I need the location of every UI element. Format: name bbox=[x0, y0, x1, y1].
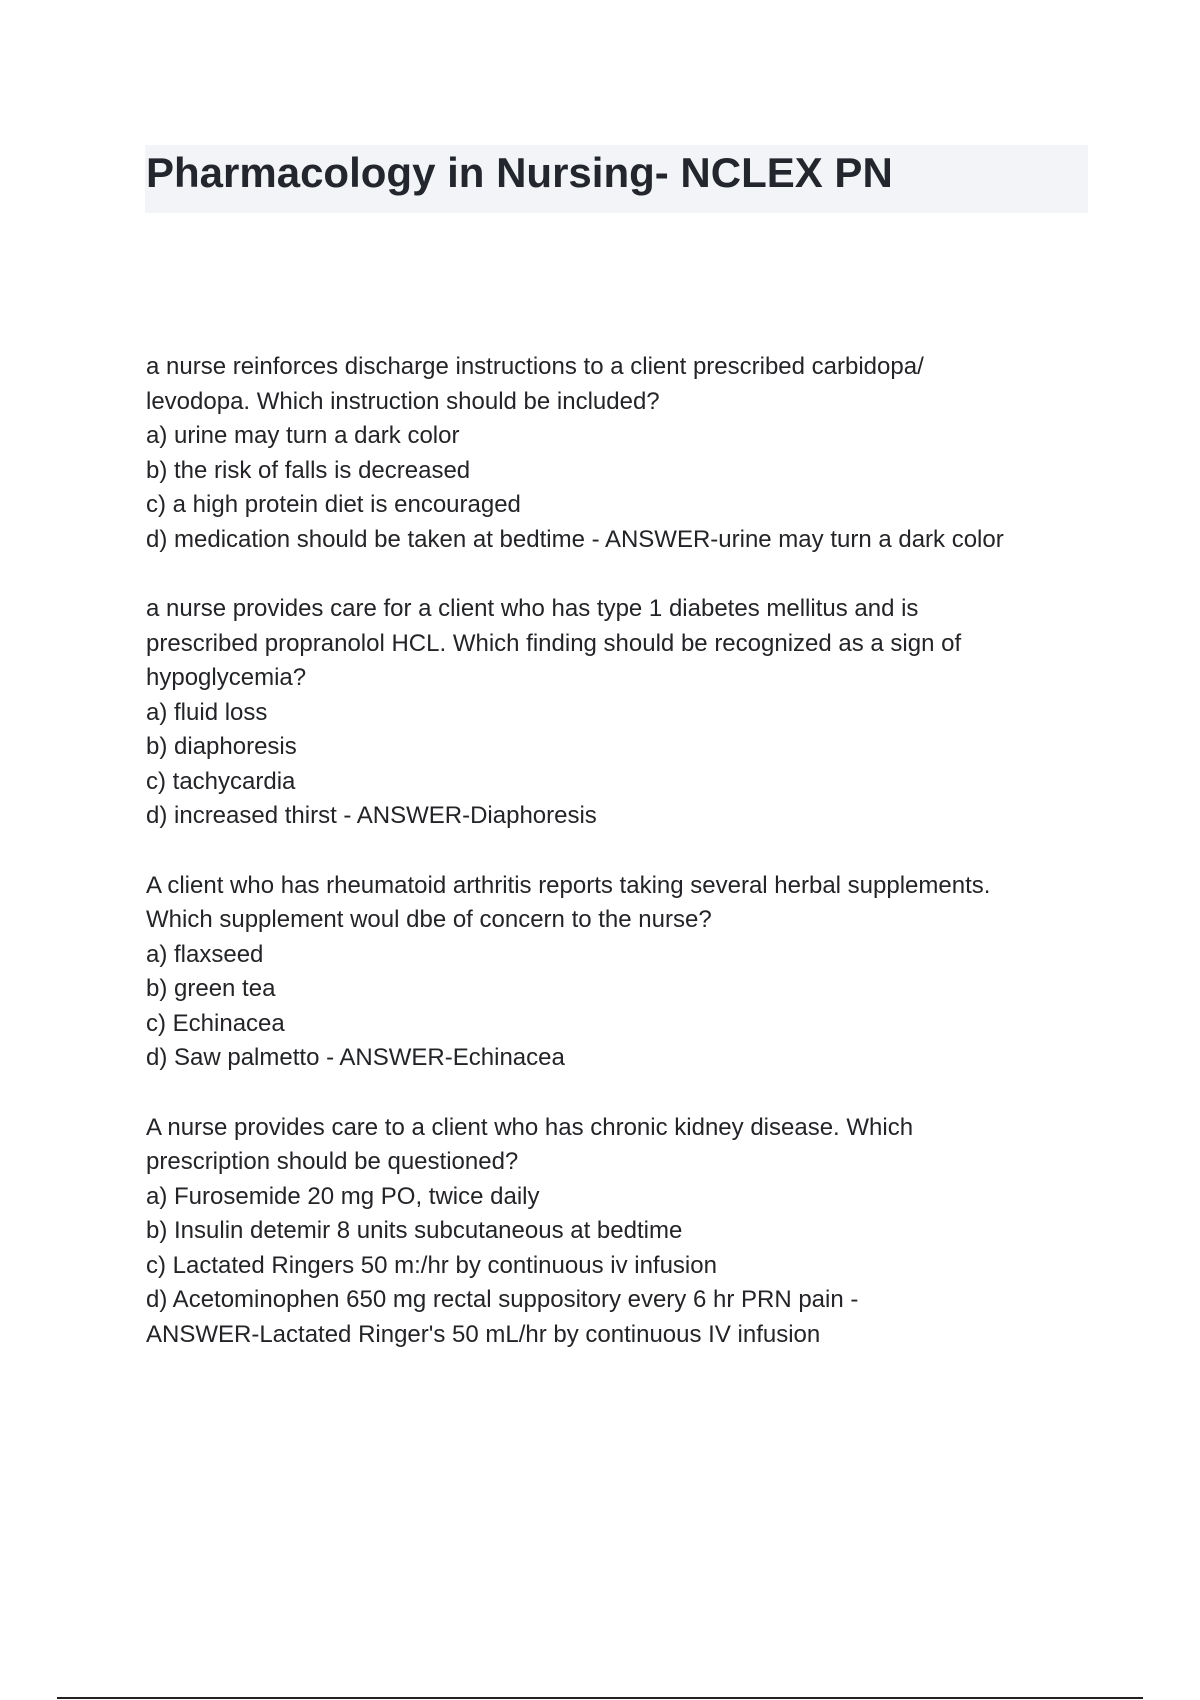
question-1-stem-line-2: levodopa. Which instruction should be included? bbox=[146, 387, 660, 415]
question-4-option-a: a) Furosemide 20 mg PO, twice daily bbox=[146, 1182, 540, 1210]
question-4-option-d: d) Acetominophen 650 mg rectal suppository every 6 hr PRN pain - bbox=[146, 1286, 859, 1313]
question-2-option-c: c) tachycardia bbox=[146, 767, 296, 795]
question-block-2 bbox=[146, 592, 1096, 834]
question-2-stem-line-2: prescribed propranolol HCL. Which finding should be recognized as a sign of bbox=[146, 629, 962, 657]
question-1-option-c: c) a high protein diet is encouraged bbox=[146, 491, 521, 518]
question-1-stem-line-1: a nurse reinforces discharge instructions to a client prescribed carbidopa/ bbox=[146, 353, 924, 380]
question-block-4 bbox=[146, 1111, 1096, 1353]
footer-rule bbox=[57, 1697, 1143, 1699]
question-3-option-a: a) flaxseed bbox=[146, 940, 264, 968]
question-block-3 bbox=[146, 869, 1096, 1076]
question-3-option-c: c) Echinacea bbox=[146, 1009, 285, 1037]
question-3-stem-line-1: A client who has rheumatoid arthritis reports taking several herbal supplements. bbox=[146, 871, 991, 899]
question-4-option-b: b) Insulin detemir 8 units subcutaneous at bedtime bbox=[146, 1217, 683, 1244]
question-block-1 bbox=[146, 350, 1096, 557]
question-4-answer: ANSWER-Lactated Ringer's 50 mL/hr by continuous IV infusion bbox=[146, 1320, 821, 1348]
question-4-option-c: c) Lactated Ringers 50 m:/hr by continuous iv infusion bbox=[146, 1251, 717, 1279]
question-2-option-b: b) diaphoresis bbox=[146, 733, 297, 760]
question-1-option-d-answer: d) medication should be taken at bedtime - ANSWER-urine may turn a dark color bbox=[146, 525, 1004, 553]
question-2-stem-line-3: hypoglycemia? bbox=[146, 664, 307, 691]
question-2-option-d-answer: d) increased thirst - ANSWER-Diaphoresis bbox=[146, 802, 597, 829]
question-3-option-d-answer: d) Saw palmetto - ANSWER-Echinacea bbox=[146, 1044, 565, 1071]
question-2-option-a: a) fluid loss bbox=[146, 698, 268, 726]
question-1-option-a: a) urine may turn a dark color bbox=[146, 422, 460, 449]
question-4-stem-line-2: prescription should be questioned? bbox=[146, 1148, 519, 1175]
question-1-option-b: b) the risk of falls is decreased bbox=[146, 456, 471, 484]
question-3-option-b: b) green tea bbox=[146, 975, 276, 1002]
document-title: Pharmacology in Nursing- NCLEX PN bbox=[146, 149, 893, 196]
question-4-stem-line-1: A nurse provides care to a client who has chronic kidney disease. Which bbox=[146, 1113, 914, 1141]
question-list bbox=[146, 350, 1096, 1387]
question-2-stem-line-1: a nurse provides care for a client who has type 1 diabetes mellitus and is bbox=[146, 595, 919, 622]
question-3-stem-line-2: Which supplement woul dbe of concern to the nurse? bbox=[146, 906, 712, 933]
